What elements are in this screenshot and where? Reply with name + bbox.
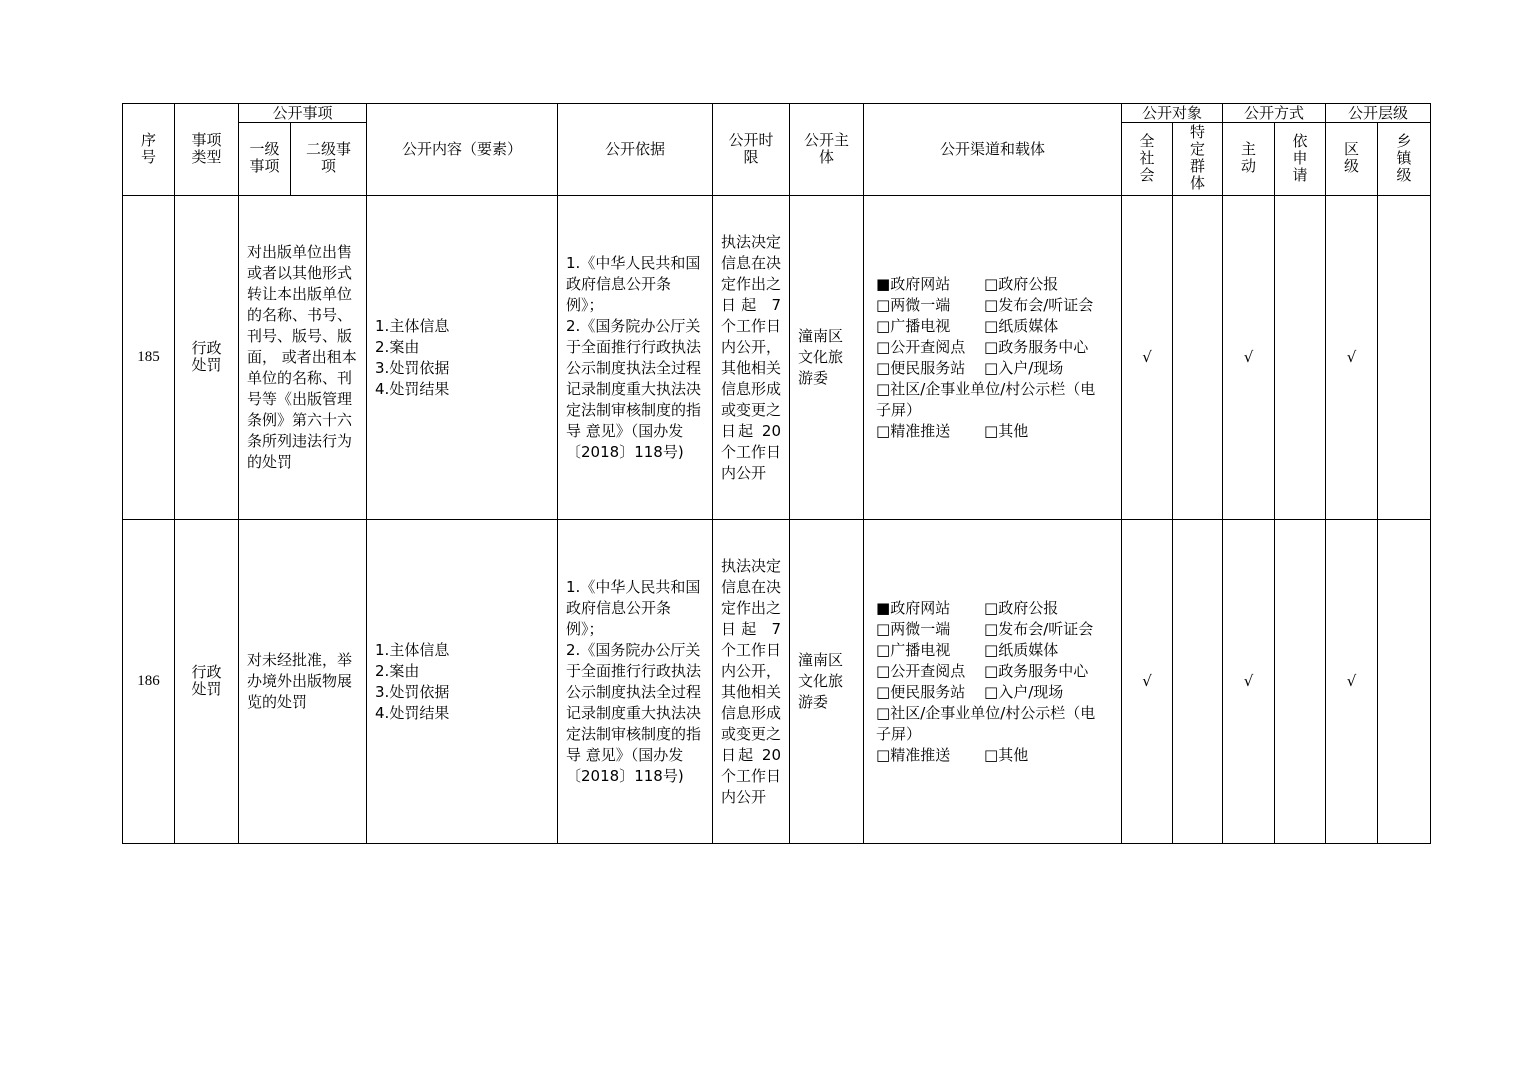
header-target-specific: 特定群体	[1173, 123, 1223, 196]
header-method-group: 公开方式	[1223, 104, 1326, 123]
row-seq: 186	[123, 520, 175, 844]
header-seq: 序号	[123, 104, 175, 196]
header-time-limit: 公开时限	[713, 104, 790, 196]
row-basis: 1.《中华人民共和国政府信息公开条例》； 2.《国务院办公厅关于全面推行行政执法公示制度执法全过程记录制度重大执法决定法制审核制度的指导 意见》（国办发〔2018〕118号)	[558, 520, 713, 844]
header-method-request: 依申请	[1275, 123, 1326, 196]
header-content: 公开内容（要素）	[367, 104, 558, 196]
row-target-specific	[1173, 196, 1223, 520]
row-target-specific	[1173, 520, 1223, 844]
row-time-limit: 执法决定信息在决定作出之日起 7 个工作日内公开，其他相关信息形成或变更之日起 20 个工作日内公开	[713, 196, 790, 520]
row-target-all: √	[1122, 196, 1173, 520]
row-type: 行政处罚	[175, 196, 239, 520]
row-level-district: √	[1326, 196, 1378, 520]
row-basis: 1.《中华人民共和国政府信息公开条例》； 2.《国务院办公厅关于全面推行行政执法公示制度执法全过程记录制度重大执法决定法制审核制度的指导 意见》（国办发〔2018〕118号)	[558, 196, 713, 520]
row-method-request	[1275, 520, 1326, 844]
row-content: 1.主体信息 2.案由 3.处罚依据 4.处罚结果	[367, 520, 558, 844]
header-type: 事项类型	[175, 104, 239, 196]
row-channels: ■政府网站 □政府公报 □两微一端 □发布会/听证会 □广播电视 □纸质媒体 □公开查阅点 □政务服务中心 □便民服务站 □入户/现场 □社区/企事业单位/村公示栏（电子屏） □精准推送 □其他	[864, 520, 1122, 844]
row-content: 1.主体信息 2.案由 3.处罚依据 4.处罚结果	[367, 196, 558, 520]
row-level-town	[1378, 520, 1431, 844]
row-subject: 潼南区文化旅游委	[790, 196, 864, 520]
row-level-town	[1378, 196, 1431, 520]
header-items-group: 公开事项	[239, 104, 367, 123]
header-target-group: 公开对象	[1122, 104, 1223, 123]
row-item: 对出版单位出售或者以其他形式转让本出版单位的名称、书号、刊号、版号、版面， 或者出租本单位的名称、刊号等《出版管理条例》第六十六条所列违法行为的处罚	[239, 196, 367, 520]
header-basis: 公开依据	[558, 104, 713, 196]
row-subject: 潼南区文化旅游委	[790, 520, 864, 844]
header-level-group: 公开层级	[1326, 104, 1431, 123]
row-time-limit: 执法决定信息在决定作出之日起 7 个工作日内公开，其他相关信息形成或变更之日起 20 个工作日内公开	[713, 520, 790, 844]
header-level2: 二级事项	[291, 123, 367, 196]
row-method-request	[1275, 196, 1326, 520]
row-target-all: √	[1122, 520, 1173, 844]
header-level1: 一级事项	[239, 123, 291, 196]
row-type: 行政处罚	[175, 520, 239, 844]
header-target-all: 全社会	[1122, 123, 1173, 196]
header-method-active: 主动	[1223, 123, 1275, 196]
header-level-district: 区级	[1326, 123, 1378, 196]
header-level-town: 乡镇级	[1378, 123, 1431, 196]
table-row	[123, 520, 1431, 844]
row-seq: 185	[123, 196, 175, 520]
row-level-district: √	[1326, 520, 1378, 844]
row-method-active: √	[1223, 520, 1275, 844]
row-item: 对未经批准，举办境外出版物展览的处罚	[239, 520, 367, 844]
row-method-active: √	[1223, 196, 1275, 520]
disclosure-table	[122, 103, 1431, 844]
table-row	[123, 196, 1431, 520]
row-channels: ■政府网站 □政府公报 □两微一端 □发布会/听证会 □广播电视 □纸质媒体 □公开查阅点 □政务服务中心 □便民服务站 □入户/现场 □社区/企事业单位/村公示栏（电子屏） □精准推送 □其他	[864, 196, 1122, 520]
header-subject: 公开主体	[790, 104, 864, 196]
header-channels: 公开渠道和载体	[864, 104, 1122, 196]
